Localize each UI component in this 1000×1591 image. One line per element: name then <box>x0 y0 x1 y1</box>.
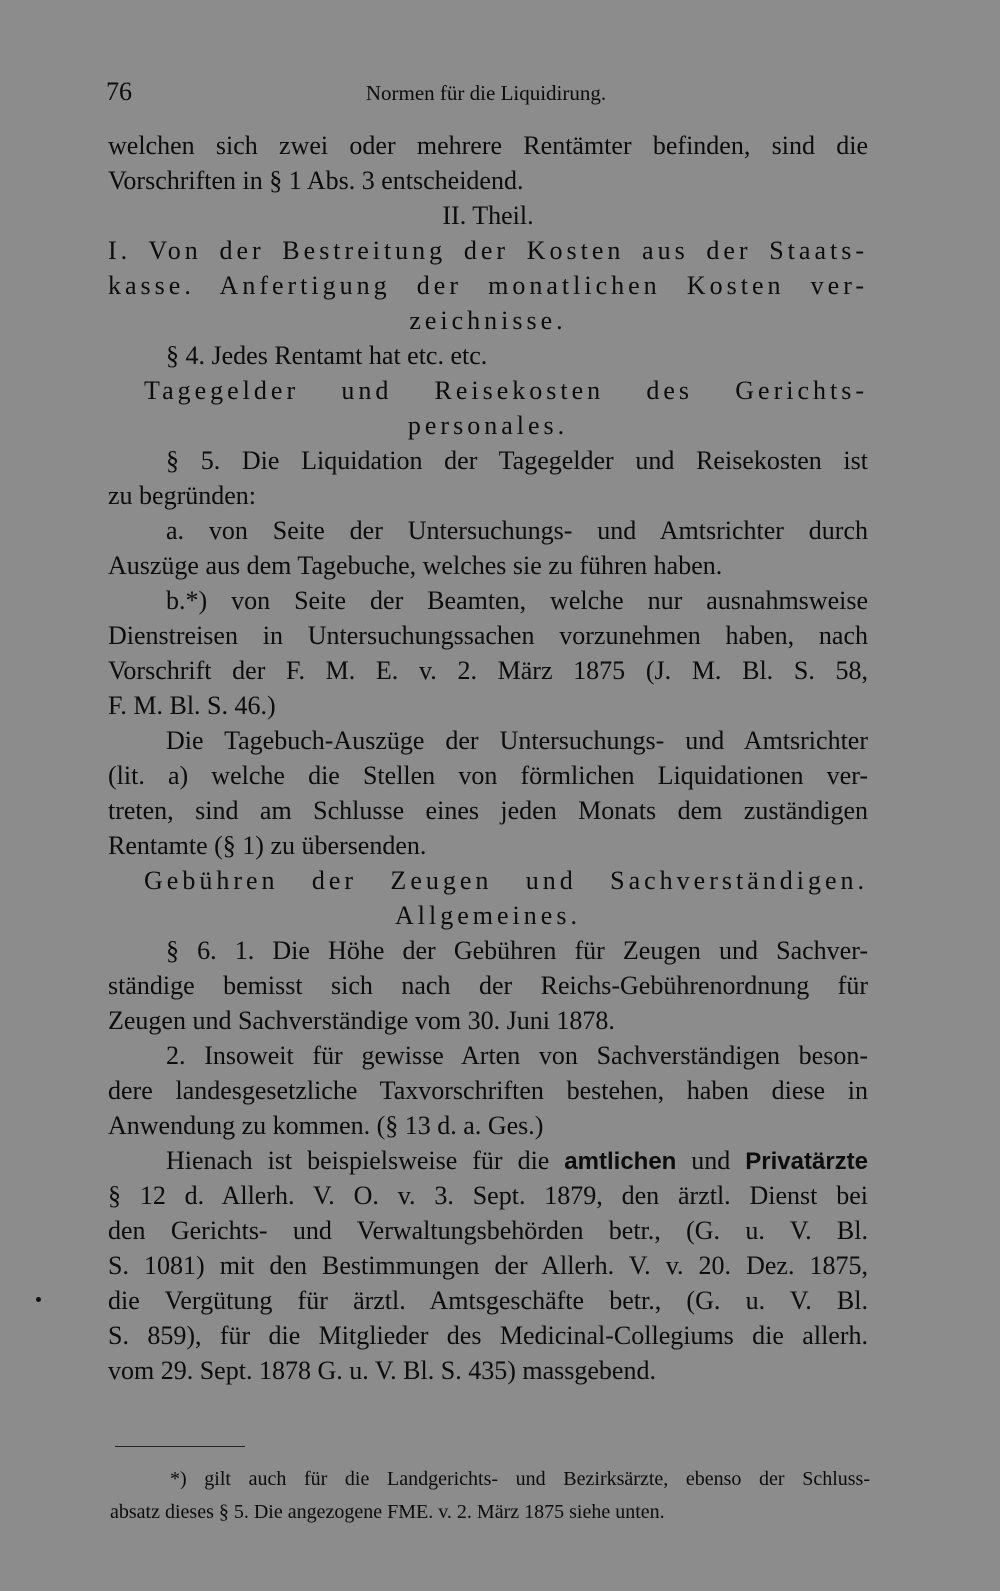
body-text <box>108 128 868 1388</box>
text-line: Auszüge aus dem Tagebuche, welches sie zu führen haben. <box>108 551 723 580</box>
text-line: b.*) von Seite der Beamten, welche nur ausnahmsweise <box>166 586 868 615</box>
text-line: S. 859), für die Mitglieder des Medicinal-Collegiums die allerh. <box>108 1321 868 1350</box>
part-heading: II. Theil. <box>442 201 534 230</box>
text-line: § 12 d. Allerh. V. O. v. 3. Sept. 1879, den ärztl. Dienst bei <box>108 1181 868 1210</box>
text-line: zu begründen: <box>108 481 257 510</box>
text-line: (lit. a) welche die Stellen von förmlichen Liquidationen ver- <box>108 761 868 790</box>
text-line: a. von Seite der Untersuchungs- und Amtsrichter durch <box>166 516 868 545</box>
section-heading: zeichnisse. <box>409 306 567 335</box>
section-heading: I. Von der Bestreitung der Kosten aus der Staats- <box>108 236 868 265</box>
section-heading: Gebühren der Zeugen und Sachverständigen. <box>144 866 868 895</box>
text-line: den Gerichts- und Verwaltungsbehörden betr., (G. u. V. Bl. <box>108 1216 868 1245</box>
text-line: 2. Insoweit für gewisse Arten von Sachverständigen beson- <box>166 1041 868 1070</box>
text-line: S. 1081) mit den Bestimmungen der Allerh. V. v. 20. Dez. 1875, <box>108 1251 868 1280</box>
text-line: Zeugen und Sachverständige vom 30. Juni 1878. <box>108 1006 615 1035</box>
text-line: Anwendung zu kommen. (§ 13 d. a. Ges.) <box>108 1111 544 1140</box>
text-line: die Vergütung für ärztl. Amtsgeschäfte betr., (G. u. V. Bl. <box>108 1286 868 1315</box>
text-line: Dienstreisen in Untersuchungssachen vorzunehmen haben, nach <box>108 621 868 650</box>
bold-term-privataerzte: Privatärzte <box>745 1148 868 1175</box>
footnote-line: absatz dieses § 5. Die angezogene FME. v. 2. März 1875 siehe unten. <box>110 1501 665 1523</box>
text-line: vom 29. Sept. 1878 G. u. V. Bl. S. 435) massgebend. <box>108 1356 656 1385</box>
text-line: Vorschrift der F. M. E. v. 2. März 1875 (J. M. Bl. S. 58, <box>108 656 868 685</box>
text-line: Die Tagebuch-Auszüge der Untersuchungs- und Amtsrichter <box>166 726 868 755</box>
text-line: Vorschriften in § 1 Abs. 3 entscheidend. <box>108 166 524 195</box>
text-span: und <box>691 1146 731 1175</box>
text-span: Hienach ist beispielsweise für die <box>166 1146 550 1175</box>
text-line-mixed <box>108 1143 868 1178</box>
paragraph-5: § 5. Die Liquidation der Tagegelder und Reisekosten ist <box>166 446 868 475</box>
footnote-divider <box>115 1446 245 1447</box>
paragraph-6: § 6. 1. Die Höhe der Gebühren für Zeugen und Sachver- <box>166 936 868 965</box>
text-line: dere landesgesetzliche Taxvorschriften bestehen, haben diese in <box>108 1076 868 1105</box>
page-number: 76 <box>106 77 132 106</box>
ink-speck <box>36 1297 41 1302</box>
footnote-line: *) gilt auch für die Landgerichts- und Bezirksärzte, ebenso der Schluss- <box>170 1468 870 1490</box>
paragraph-4: § 4. Jedes Rentamt hat etc. etc. <box>166 341 488 370</box>
text-line: F. M. Bl. S. 46.) <box>108 691 276 720</box>
text-line: welchen sich zwei oder mehrere Rentämter befinden, sind die <box>108 131 868 160</box>
text-line: treten, sind am Schlusse eines jeden Monats dem zuständigen <box>108 796 868 825</box>
bold-term-amtlichen: amtlichen <box>564 1148 677 1175</box>
running-head: Normen für die Liquidirung. <box>365 81 607 105</box>
text-line: Rentamte (§ 1) zu übersenden. <box>108 831 427 860</box>
section-heading: personales. <box>407 411 569 440</box>
footnotes <box>110 1463 870 1529</box>
section-heading: kasse. Anfertigung der monatlichen Kosten ver- <box>108 271 868 300</box>
text-line: ständige bemisst sich nach der Reichs-Gebührenordnung für <box>108 971 868 1000</box>
section-heading: Allgemeines. <box>395 901 581 930</box>
section-heading: Tagegelder und Reisekosten des Gerichts- <box>144 376 868 405</box>
page-header <box>106 77 866 111</box>
